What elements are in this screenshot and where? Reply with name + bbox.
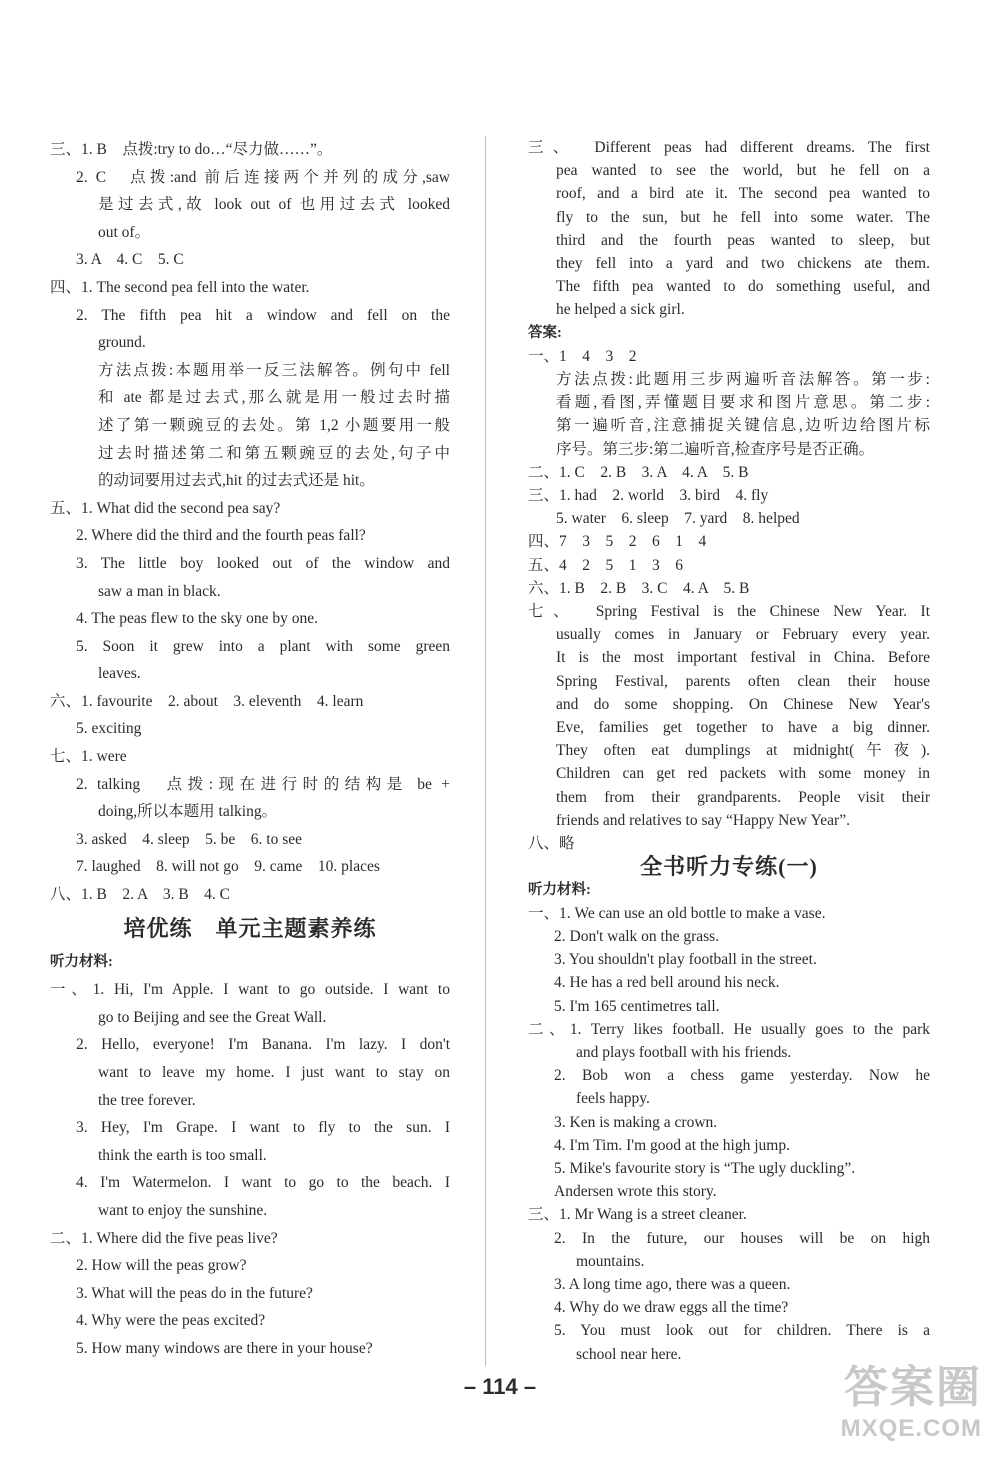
answer-line: doing,所以本题用 talking。 [98,803,278,821]
answer-line: 2. talking 点拨:现在进行时的结构是 be + [76,775,450,793]
answer-line: 看题,看图,弄懂题目要求和图片意思。第二步: [556,394,930,412]
answer-line: 5. Soon it grew into a plant with some green [76,637,450,655]
answer-line: 四、1. The second pea fell into the water. [50,278,310,296]
left-column [50,136,450,1363]
answer-line: and plays football with his friends. [576,1043,792,1061]
answer-line: 5. Mike's favourite story is “The ugly duckling”. [554,1159,856,1177]
answer-line: 七、 Spring Festival is the Chinese New Year. It [528,603,930,621]
answer-line: 六、1. favourite 2. about 3. eleventh 4. learn [50,692,364,710]
answer-line: 四、7 3 5 2 6 1 4 [528,533,707,551]
section-heading: 全书听力专练(一) [640,854,818,880]
answer-line: 2. Where did the third and the fourth peas fall? [76,527,366,545]
answer-line: third and the fourth peas wanted to sleep, but [556,231,930,249]
answer-line: 2. The fifth pea hit a window and fell on the [76,306,450,324]
answer-line: 5. How many windows are there in your house? [76,1339,373,1357]
answer-line: Eve, families get together to have a big dinner. [556,719,930,737]
answer-line: he helped a sick girl. [556,301,685,319]
answer-line: go to Beijing and see the Great Wall. [98,1008,327,1026]
answer-line: leaves. [98,665,141,683]
page-number: – 114 – [463,1374,537,1399]
watermark-logo [772,1362,982,1457]
answer-line: 二、1. C 2. B 3. A 4. A 5. B [528,463,749,481]
answer-line: 述了第一颗豌豆的去处。第 1,2 小题要用一般 [98,416,450,434]
answer-line: 2. In the future, our houses will be on high [554,1229,930,1247]
answer-line: 方法点拨:此题用三步两遍听音法解答。第一步: [556,371,930,389]
answer-line: 4. Why were the peas excited? [76,1312,266,1330]
answer-line: and do some shopping. On Chinese New Year's [556,695,930,713]
answer-line: saw a man in black. [98,582,221,600]
answer-line: the tree forever. [98,1091,196,1109]
answer-line: 5. I'm 165 centimetres tall. [554,997,720,1015]
answer-line: 过去时描述第二和第五颗豌豆的去处,句子中 [98,444,450,462]
answer-line: 3. The little boy looked out of the window and [76,554,450,572]
answer-line: 3. You shouldn't play football in the street. [554,951,817,969]
answer-line: They often eat dumplings at midnight(午夜). [556,742,930,760]
answer-line: 三、1. had 2. world 3. bird 4. fly [528,487,769,505]
answer-line: 5. exciting [76,720,142,738]
answer-line: 六、1. B 2. B 3. C 4. A 5. B [528,579,750,597]
answer-line: 2. Bob won a chess game yesterday. Now he [554,1067,930,1085]
answer-line: Spring Festival, parents often clean their house [556,672,930,690]
answer-line: 和 ate 都是过去式,那么就是用一般过去时描 [98,389,450,407]
section-label: 听力材料: [528,881,591,898]
answer-line: 的动词要用过去式,hit 的过去式还是 hit。 [98,472,375,490]
answer-line: 4. I'm Watermelon. I want to go to the beach. I [76,1174,450,1192]
answer-line: 一、1. We can use an old bottle to make a vase. [528,904,826,922]
right-column [528,136,930,1366]
answer-line: think the earth is too small. [98,1146,267,1164]
answer-line: fly to the sun, but he fell into some water. The [556,208,930,226]
answer-line: 4. He has a red bell around his neck. [554,974,780,992]
answer-line: 2. How will the peas grow? [76,1257,247,1275]
answer-line: Andersen wrote this story. [554,1183,717,1201]
watermark-title: 答案圈 [844,1363,982,1412]
answer-line: feels happy. [576,1090,650,1108]
answer-line: 一、1. Hi, I'm Apple. I want to go outside. I want to [50,981,450,999]
answer-line: 5. water 6. sleep 7. yard 8. helped [556,510,800,528]
column-divider [485,136,486,1366]
answer-line: 五、1. What did the second pea say? [50,499,281,517]
answer-line: 序号。第三步:第二遍听音,检查序号是否正确。 [556,440,875,458]
answer-line: 3. A 4. C 5. C [76,251,184,269]
answer-line: 3. What will the peas do in the future? [76,1284,313,1302]
answer-line: 是过去式,故 look out of 也用过去式 looked [98,196,450,214]
answer-line: 4. Why do we draw eggs all the time? [554,1299,789,1317]
answer-line: roof, and a bird ate it. The second pea wanted to [556,185,930,203]
answer-line: 八、1. B 2. A 3. B 4. C [50,886,230,904]
answer-line: they fell into a yard and two chickens ate them. [556,255,930,273]
answer-line: 2. C 点拨:and 前后连接两个并列的成分,saw [76,168,450,186]
answer-line: 二、1. Terry likes football. He usually goes to the park [528,1020,930,1038]
answer-line: want to enjoy the sunshine. [98,1201,268,1219]
section-label: 答案: [528,324,562,341]
answer-line: 八、略 [528,835,575,853]
answer-line: 4. I'm Tim. I'm good at the high jump. [554,1136,790,1154]
answer-line: 4. The peas flew to the sky one by one. [76,610,319,628]
section-label: 听力材料: [50,953,113,970]
answer-line: 2. Hello, everyone! I'm Banana. I'm lazy. I don't [76,1036,450,1054]
answer-line: 五、4 2 5 1 3 6 [528,556,684,574]
answer-line: 3. Hey, I'm Grape. I want to fly to the sun. I [76,1119,450,1137]
watermark-url: MXQE.COM [840,1415,982,1442]
answer-line: 三、1. Mr Wang is a street cleaner. [528,1206,747,1224]
answer-line: The fifth pea wanted to do something useful, and [556,278,930,296]
answer-line: 三、1. B 点拨:try to do…“尽力做……”。 [50,141,333,158]
answer-line: 第一遍听音,注意捕捉关键信息,边听边给图片标 [556,417,930,435]
answer-line: 5. You must look out for children. There is a [554,1322,930,1340]
answer-line: 三、 Different peas had different dreams. The first [528,139,930,156]
answer-line: Children can get red packets with some money in [556,765,930,783]
answer-line: want to leave my home. I just want to stay on [98,1064,450,1081]
answer-line: 7. laughed 8. will not go 9. came 10. places [76,858,380,876]
answer-line: It is the most important festival in China. Before [556,649,930,667]
answer-line: 2. Don't walk on the grass. [554,927,720,945]
answer-line: ground. [98,334,146,352]
answer-line: 二、1. Where did the five peas live? [50,1229,278,1247]
answer-line: 七、1. were [50,748,127,766]
answer-line: friends and relatives to say “Happy New Year”. [556,811,850,829]
answer-line: 方法点拨:本题用举一反三法解答。例句中 fell [98,361,450,379]
section-heading: 培优练 单元主题素养练 [123,915,377,941]
answer-line: school near here. [576,1345,682,1363]
answer-line: 一、1 4 3 2 [528,347,637,365]
answer-line: pea wanted to see the world, but he fell on a [556,162,930,180]
answer-line: out of。 [98,223,151,241]
answer-line: 3. Ken is making a crown. [554,1113,718,1131]
answer-line: them from their grandparents. People visit their [556,788,930,806]
answer-line: 3. asked 4. sleep 5. be 6. to see [76,830,302,848]
answer-line: 3. A long time ago, there was a queen. [554,1275,791,1293]
answer-line: mountains. [576,1252,645,1270]
answer-line: usually comes in January or February every year. [556,626,930,644]
